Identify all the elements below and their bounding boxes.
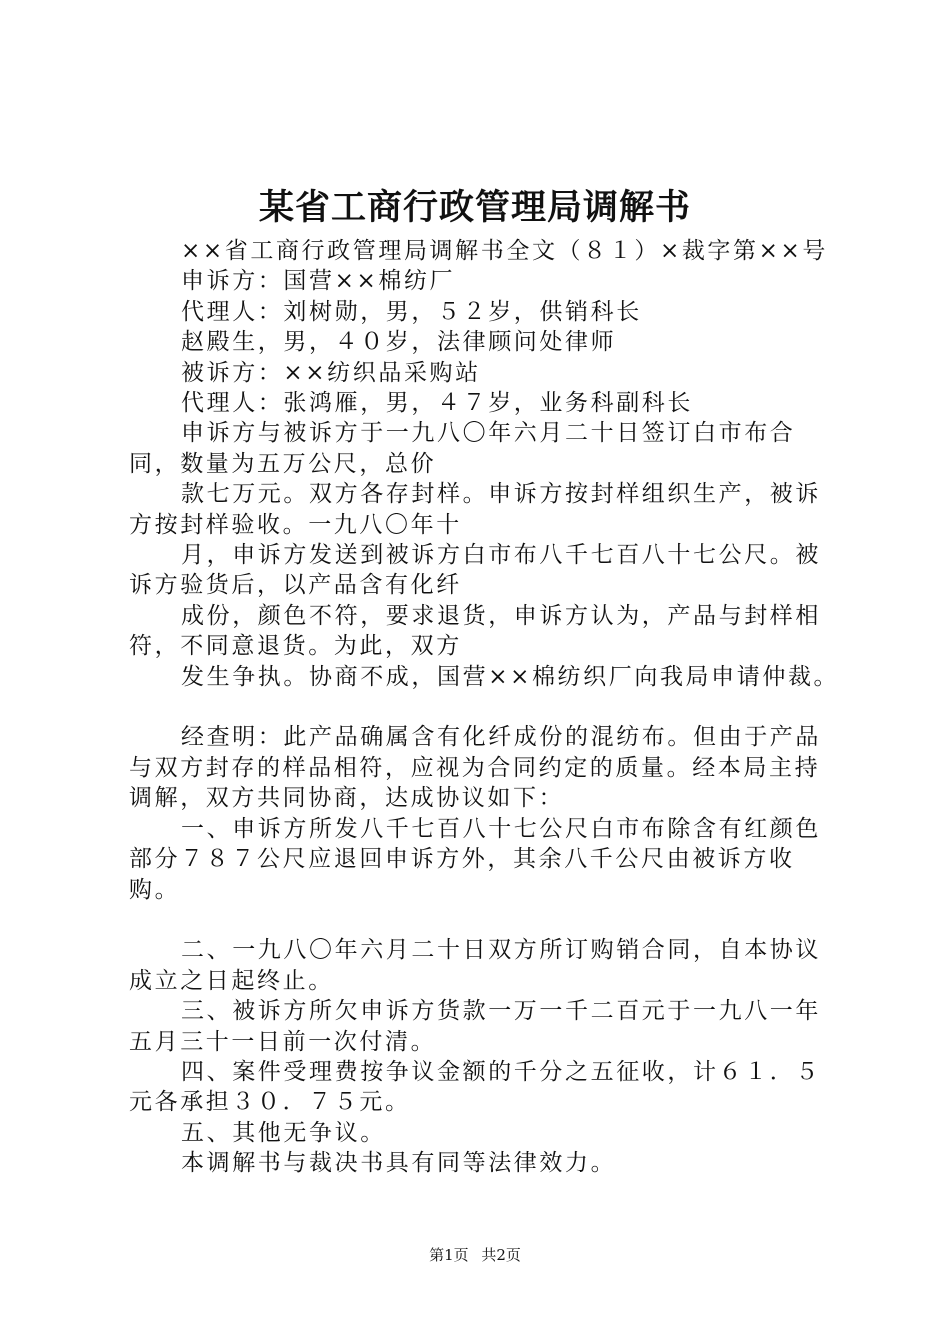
paragraph-complainant-agent-1: 代理人：刘树勋，男，５２岁，供销科长	[181, 298, 642, 325]
paragraph-agreement-4: 四、案件受理费按争议金额的千分之五征收，计６１．５元各承担３０．７５元。	[129, 1058, 821, 1116]
paragraph-facts-2: 款七万元。双方各存封样。申诉方按封样组织生产，被诉方按封样验收。一九八〇年十	[129, 481, 821, 538]
document-body	[129, 236, 841, 1179]
paragraph-legal-effect: 本调解书与裁决书具有同等法律效力。	[181, 1150, 617, 1177]
paragraph-facts-5: 发生争执。协商不成，国营××棉纺织厂向我局申请仲裁。	[181, 663, 840, 690]
paragraph-agreement-1: 一、申诉方所发八千七百八十七公尺白市布除含有红颜色部分７８７公尺应退回申诉方外，其余八千公尺由被诉方收购。	[129, 815, 821, 903]
paragraph-findings: 经查明：此产品确属含有化纤成份的混纺布。但由于产品与双方封存的样品相符，应视为合同约定的质量。经本局主持调解，双方共同协商，达成协议如下：	[129, 724, 821, 812]
paragraph-agreement-5: 五、其他无争议。	[181, 1119, 386, 1146]
page-total: 共2页	[481, 1246, 521, 1264]
paragraph-agreement-3: 三、被诉方所欠申诉方货款一万一千二百元于一九八一年五月三十一日前一次付清。	[129, 998, 821, 1055]
paragraph-facts-3: 月，申诉方发送到被诉方白市布八千七百八十七公尺。被诉方验货后，以产品含有化纤	[129, 542, 821, 599]
blank-line	[129, 692, 841, 722]
paragraph-agreement-2: 二、一九八〇年六月二十日双方所订购销合同，自本协议成立之日起终止。	[129, 937, 821, 994]
paragraph-respondent-agent: 代理人：张鸿雁，男，４７岁，业务科副科长	[181, 390, 693, 417]
page-footer	[0, 1244, 950, 1266]
paragraph-facts-1: 申诉方与被诉方于一九八〇年六月二十日签订白市布合同，数量为五万公尺，总价	[129, 420, 796, 477]
document-title: 某省工商行政管理局调解书	[258, 187, 691, 228]
paragraph-complainant-agent-2: 赵殿生，男，４０岁，法律顾问处律师	[181, 329, 617, 356]
paragraph-facts-4: 成份，颜色不符，要求退货，申诉方认为，产品与封样相符，不同意退货。为此，双方	[129, 602, 821, 660]
page-number: 第1页	[429, 1246, 469, 1264]
paragraph-case-number: ××省工商行政管理局调解书全文（８１）×裁字第××号	[181, 238, 828, 264]
paragraph-respondent: 被诉方：××纺织品采购站	[181, 359, 481, 386]
paragraph-complainant: 申诉方：国营××棉纺厂	[181, 268, 456, 295]
blank-line	[129, 905, 841, 935]
